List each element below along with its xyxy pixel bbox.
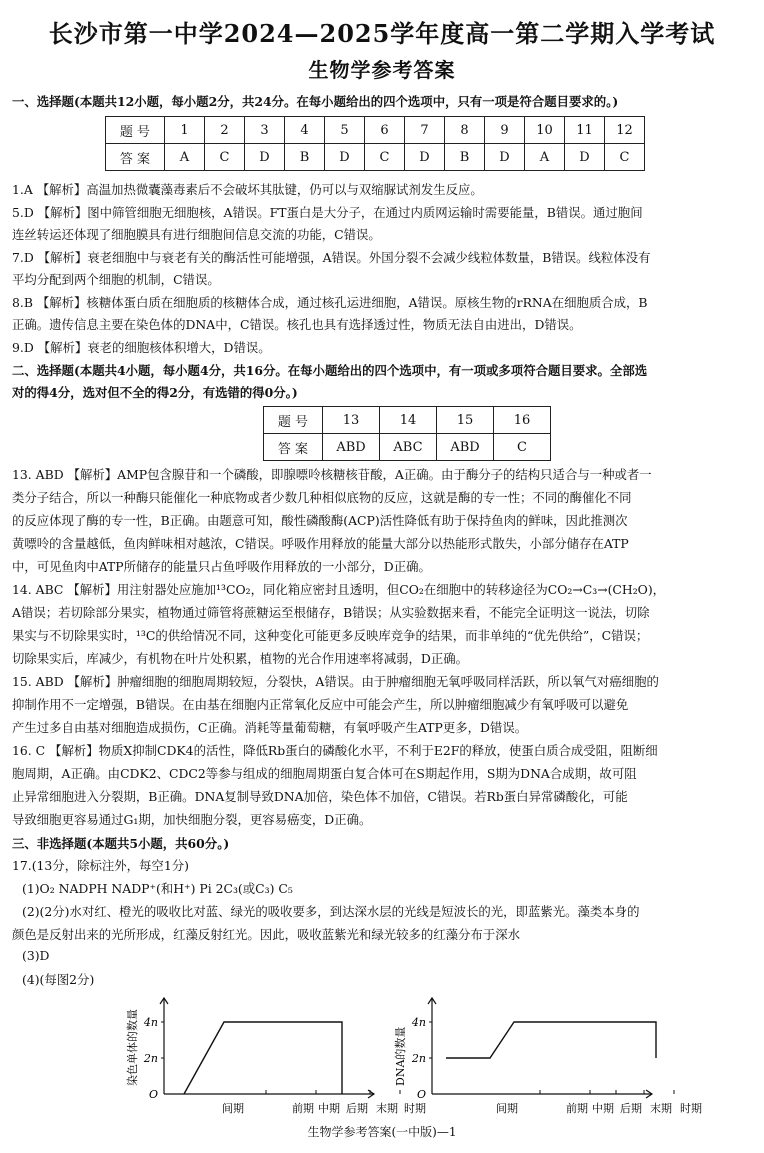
explanation-line: 止异常细胞进入分裂期，B正确。DNA复制导致DNA加倍，染色体不加倍，C错误。若Rb蛋白异常磷酸化，可能 [12,789,628,804]
x-tick-label: 间期 [496,1102,518,1115]
y-tick-label: 2n [411,1052,426,1065]
answer-cell: C [605,144,645,171]
question-number: 16 [494,407,551,434]
explanation-line: 中，可见鱼肉中ATP所储存的能量只占鱼呼吸作用释放的一小部分，D正确。 [12,559,431,574]
question-number: 6 [365,117,405,144]
section1-heading: 一、选择题(本题共12小题，每小题2分，共24分。在每小题给出的四个选项中，只有一项是符合题目要求的。) [12,94,619,109]
answer-cell: A [165,144,205,171]
x-tick-label: 前期 [292,1102,314,1115]
y-axis-label: 染色单体的数量 [126,1009,139,1086]
explanation-line: 果实与不切除果实时，¹³C的供给情况不同，这种变化可能更多反映库竞争的结果，而非单纯的“优先供给”，C错误； [12,628,649,643]
answer-line: 颜色是反射出来的光所形成，红藻反射红光。因此，吸收蓝紫光和绿光较多的红藻分布于深水 [12,927,521,942]
explanation-line: 类分子结合，所以一种酶只能催化一种底物或者少数几种相似底物的反应，这就是酶的专一性；不同的酶催化不同 [12,490,632,505]
answer-cell: D [245,144,285,171]
origin-label: O [416,1088,426,1101]
question-number: 15 [437,407,494,434]
answer-cell: D [485,144,525,171]
answer-line: (2)(2分)水对红、橙光的吸收比对蓝、绿光的吸收要多，到达深水层的光线是短波长的光，即蓝紫光。藻类本身的 [22,904,640,919]
question-number: 5 [325,117,365,144]
explanation-line: 的反应体现了酶的专一性，B正确。由题意可知，酸性磷酸酶(ACP)活性降低有助于保持鱼肉的鲜味，因此推测次 [12,513,628,528]
data-line [446,1022,656,1058]
x-tick-label: 时期 [680,1102,702,1115]
explanation-line: 8.B 【解析】核糖体蛋白质在细胞质的核糖体合成，通过核孔运进细胞，A错误。原核生物的rRNA在细胞质合成，B [12,295,648,310]
section2-heading: 二、选择题(本题共4小题，每小题4分，共16分。在每小题给出的四个选项中，有一项或多项符合题目要求。全部选 [12,363,648,378]
x-tick-label: 时期 [404,1102,426,1115]
answer-line: (4)(每图2分) [22,972,95,987]
section3-heading: 三、非选择题(本题共5小题，共60分。) [12,836,230,851]
explanation-line: 正确。遗传信息主要在染色体的DNA中，C错误。核孔也具有选择透过性，物质无法自由进出，D错误。 [12,317,582,332]
table-header-cell: 答 案 [106,144,165,171]
table-row [264,434,551,461]
answer-cell: D [405,144,445,171]
x-tick-label: 后期 [346,1102,368,1115]
data-line [184,1022,342,1094]
section2-heading-cont: 对的得4分，选对但不全的得2分，有选错的得0分。) [12,385,298,400]
answer-cell: C [494,434,551,461]
explanation-line: 胞周期，A正确。由CDK2、CDC2等参与组成的细胞周期蛋白复合体可在S期起作用，S期为DNA合成期，故可阻 [12,766,637,781]
table-row [106,144,645,171]
question-number: 12 [605,117,645,144]
section1-answer-table [105,116,645,171]
question-number: 13 [323,407,380,434]
question-number: 10 [525,117,565,144]
explanation-line: 13. ABD 【解析】AMP包含腺苷和一个磷酸，即腺嘌呤核糖核苷酸，A正确。由于酶分子的结构只适合与一种或者一 [12,467,652,482]
page-subtitle: 生物学参考答案 [308,58,456,82]
explanation-line: 16. C 【解析】物质X抑制CDK4的活性，降低Rb蛋白的磷酸化水平，不利于E2F的释放，使蛋白质合成受阻，阻断细 [12,743,658,758]
y-tick-label: 4n [411,1016,426,1029]
table-header-cell: 题 号 [264,407,323,434]
answer-cell: ABC [380,434,437,461]
table-row [106,117,645,144]
answer-line: (3)D [22,948,50,963]
table-header-cell: 题 号 [106,117,165,144]
page-footer: 生物学参考答案(一中版)—1 [307,1125,457,1139]
explanation-line: 平均分配到两个细胞的机制，C错误。 [12,272,220,287]
question-number: 11 [565,117,605,144]
question-number: 7 [405,117,445,144]
y-axis-label: DNA的数量 [394,1026,407,1086]
answer-cell: ABD [437,434,494,461]
explanation-line: 导致细胞更容易通过G₁期，加快细胞分裂，更容易癌变，D正确。 [12,812,372,827]
question-17-heading: 17.(13分，除标注外，每空1分) [12,858,189,873]
explanation-line: A错误；若切除部分果实，植物通过筛管将蔗糖运至根储存，B错误；从实验数据来看，不能完全证明这一说法，切除 [12,605,650,620]
question-number: 14 [380,407,437,434]
answer-cell: B [445,144,485,171]
answer-cell: C [205,144,245,171]
x-tick-label: 前期 [566,1102,588,1115]
dna-count-chart [388,988,702,1118]
answer-cell: C [365,144,405,171]
explanation-line: 1.A 【解析】高温加热微囊藻毒素后不会破坏其肽键，仍可以与双缩脲试剂发生反应。 [12,182,483,197]
y-tick-label: 2n [143,1052,158,1065]
explanation-line: 14. ABC 【解析】用注射器处应施加¹³CO₂，同化箱应密封且透明，但CO₂在细胞中的转移途径为CO₂→C₃→(CH₂O)， [12,582,666,597]
question-number: 3 [245,117,285,144]
answer-cell: D [565,144,605,171]
question-number: 1 [165,117,205,144]
section2-answer-table [263,406,551,461]
x-tick-label: 中期 [318,1102,340,1115]
explanation-line: 9.D 【解析】衰老的细胞核体积增大，D错误。 [12,340,271,355]
explanation-line: 切除果实后，库减少，有机物在叶片处积累，植物的光合作用速率将减弱，D正确。 [12,651,468,666]
answer-cell: A [525,144,565,171]
table-row [264,407,551,434]
answer-cell: D [325,144,365,171]
question-number: 2 [205,117,245,144]
y-tick-label: 4n [143,1016,158,1029]
x-tick-label: 后期 [620,1102,642,1115]
explanation-line: 5.D 【解析】图中筛管细胞无细胞核，A错误。FT蛋白是大分子，在通过内质网运输时需要能量，B错误。通过胞间 [12,205,643,220]
answer-cell: B [285,144,325,171]
explanation-line: 黄嘌呤的含量越低，鱼肉鲜味相对越浓，C错误。呼吸作用释放的能量大部分以热能形式散失，小部分储存在ATP [12,536,629,551]
question-number: 4 [285,117,325,144]
question-number: 9 [485,117,525,144]
table-header-cell: 答 案 [264,434,323,461]
x-tick-label: 末期 [650,1102,672,1115]
explanation-line: 7.D 【解析】衰老细胞中与衰老有关的酶活性可能增强，A错误。外国分裂不会减少线粒体数量，B错误。线粒体没有 [12,250,651,265]
explanation-line: 抑制作用不一定增强，B错误。在由基在细胞内正常氧化反应中可能会产生，所以肿瘤细胞减少有氧呼吸可以避免 [12,697,629,712]
explanation-line: 15. ABD 【解析】肿瘤细胞的细胞周期较短，分裂快，A错误。由于肿瘤细胞无氧呼吸同样活跃，所以氧气对癌细胞的 [12,674,659,689]
answer-cell: ABD [323,434,380,461]
explanation-line: 连丝转运还体现了细胞膜具有进行细胞间信息交流的功能，C错误。 [12,227,381,242]
x-tick-label: 末期 [376,1102,398,1115]
question-number: 8 [445,117,485,144]
page-title: 长沙市第一中学2024—2025学年度高一第二学期入学考试 [48,19,716,48]
answer-line: (1)O₂ NADPH NADP⁺(和H⁺) Pi 2C₃(或C₃) C₅ [22,881,293,896]
x-tick-label: 间期 [222,1102,244,1115]
explanation-line: 产生过多自由基对细胞造成损伤，C正确。消耗等量葡萄糖，有氧呼吸产生ATP更多，D错误。 [12,720,528,735]
origin-label: O [148,1088,158,1101]
x-tick-label: 中期 [592,1102,614,1115]
